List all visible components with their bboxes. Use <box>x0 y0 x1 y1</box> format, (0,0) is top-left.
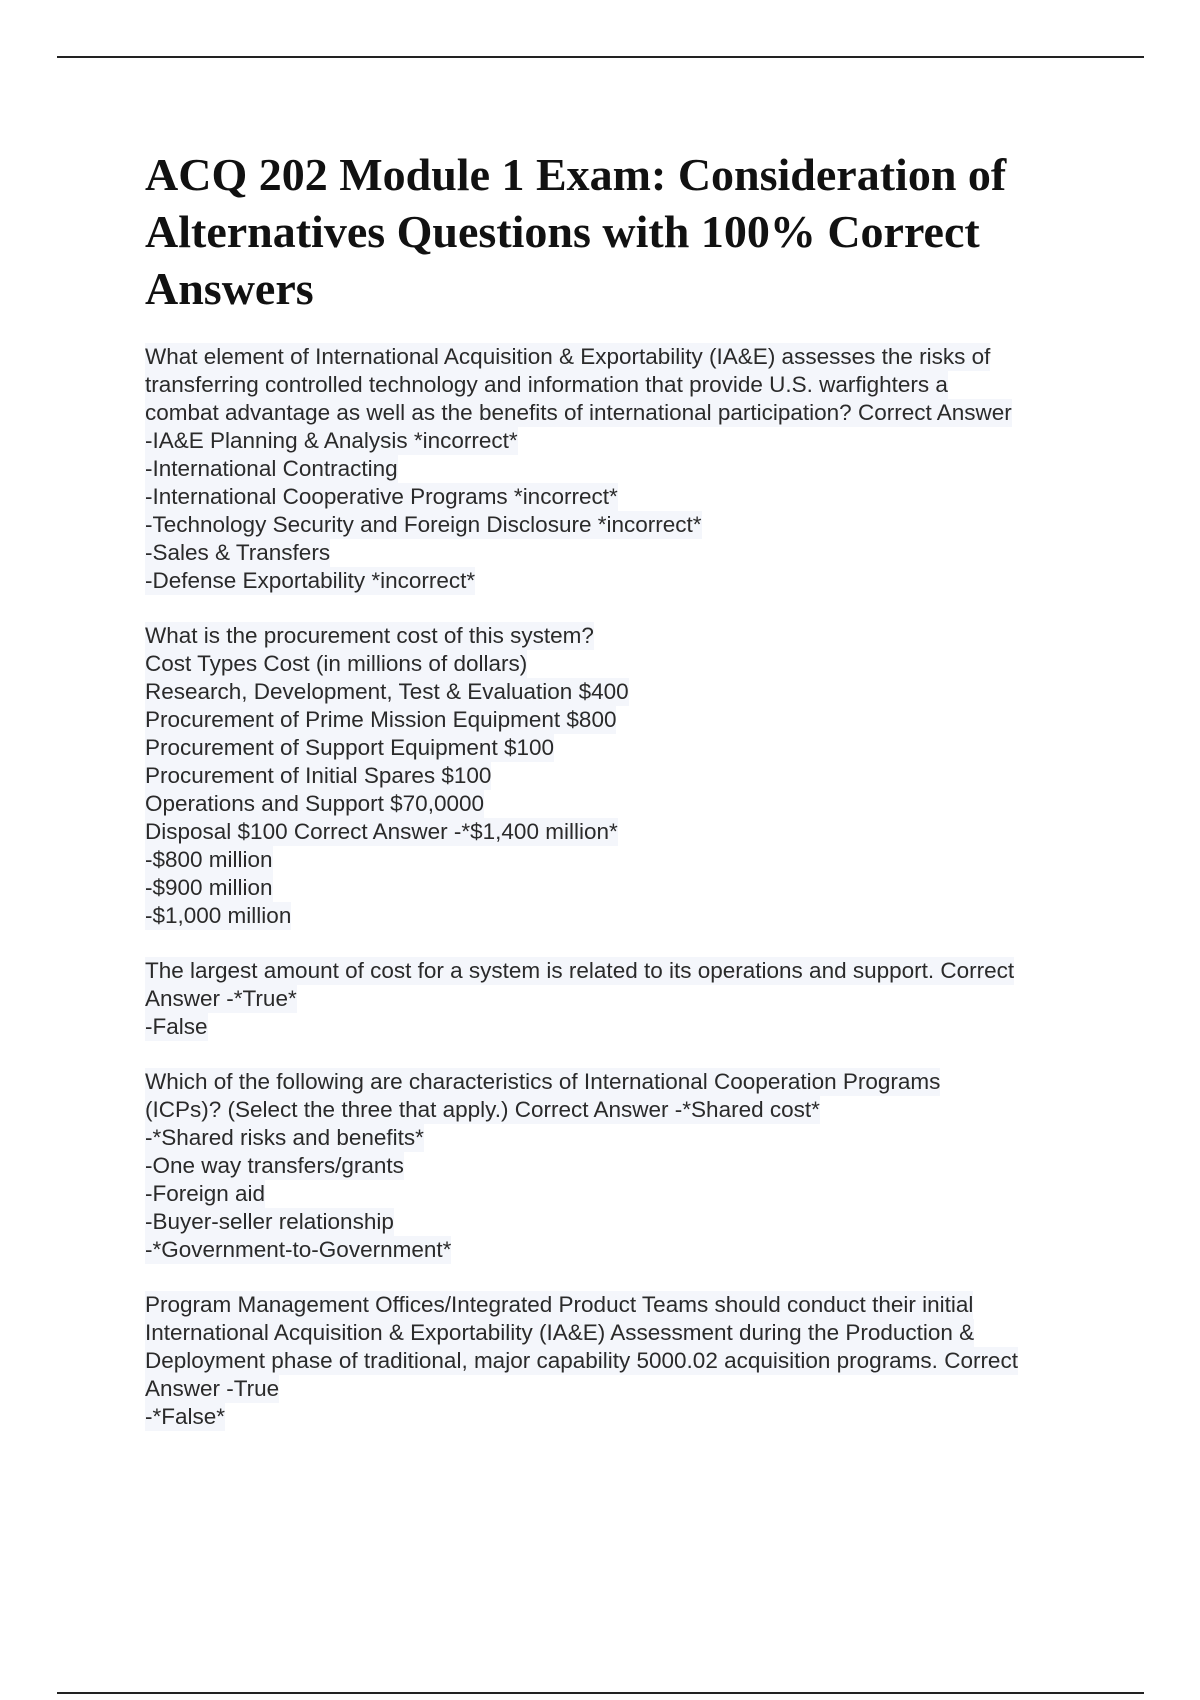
document-title: ACQ 202 Module 1 Exam: Consideration of Alternatives Questions with 100% Correct Answers <box>145 149 1007 314</box>
bottom-rule <box>57 1692 1144 1694</box>
question-block <box>145 1291 1095 1431</box>
question-line: transferring controlled technology and information that provide U.S. warfighters a <box>145 372 948 397</box>
question-line: Deployment phase of traditional, major capability 5000.02 acquisition programs. Correct <box>145 1348 1018 1373</box>
question-text-line: Which of the following are characteristics of International Cooperation Programs <box>145 1069 941 1094</box>
question-line: (ICPs)? (Select the three that apply.) Correct Answer -*Shared cost* <box>145 1097 820 1122</box>
question-line: Operations and Support $70,0000 <box>145 791 485 816</box>
question-text-line: What is the procurement cost of this system? <box>145 623 594 648</box>
question-line: Disposal $100 Correct Answer -*$1,400 million* <box>145 819 618 844</box>
question-line: -False <box>145 1014 208 1039</box>
question-text-line: What element of International Acquisition & Exportability (IA&E) assesses the risks of <box>145 344 991 369</box>
question-block <box>145 343 1095 595</box>
question-line: Cost Types Cost (in millions of dollars) <box>145 651 528 676</box>
question-line: -$800 million <box>145 847 273 872</box>
question-line: -Sales & Transfers <box>145 540 331 565</box>
top-rule <box>57 56 1144 58</box>
question-line: Research, Development, Test & Evaluation $400 <box>145 679 629 704</box>
question-line: -$1,000 million <box>145 903 292 928</box>
question-line: -Defense Exportability *incorrect* <box>145 568 476 593</box>
question-line: International Acquisition & Exportability (IA&E) Assessment during the Production & <box>145 1320 975 1345</box>
question-line: -Technology Security and Foreign Disclosure *incorrect* <box>145 512 702 537</box>
question-line: -$900 million <box>145 875 273 900</box>
question-line: -*Government-to-Government* <box>145 1237 452 1262</box>
question-line: -IA&E Planning & Analysis *incorrect* <box>145 428 518 453</box>
question-line: -*Shared risks and benefits* <box>145 1125 424 1150</box>
question-line: Procurement of Prime Mission Equipment $800 <box>145 707 617 732</box>
question-block <box>145 957 1095 1041</box>
question-line: Procurement of Support Equipment $100 <box>145 735 554 760</box>
question-block <box>145 622 1095 930</box>
question-text-line: The largest amount of cost for a system is related to its operations and support. Correct <box>145 958 1015 983</box>
question-line: -One way transfers/grants <box>145 1153 404 1178</box>
question-block <box>145 1068 1095 1264</box>
document-body <box>145 146 1095 1458</box>
question-line: Procurement of Initial Spares $100 <box>145 763 492 788</box>
question-line: -Buyer-seller relationship <box>145 1209 394 1234</box>
question-line: -International Contracting <box>145 456 398 481</box>
question-list <box>145 343 1095 1431</box>
question-line: -Foreign aid <box>145 1181 266 1206</box>
question-line: Answer -*True* <box>145 986 297 1011</box>
question-line: -*False* <box>145 1404 226 1429</box>
question-line: -International Cooperative Programs *incorrect* <box>145 484 618 509</box>
question-line: Answer -True <box>145 1376 280 1401</box>
question-text-line: Program Management Offices/Integrated Product Teams should conduct their initial <box>145 1292 974 1317</box>
question-line: combat advantage as well as the benefits of international participation? Correct Answer <box>145 400 1012 425</box>
